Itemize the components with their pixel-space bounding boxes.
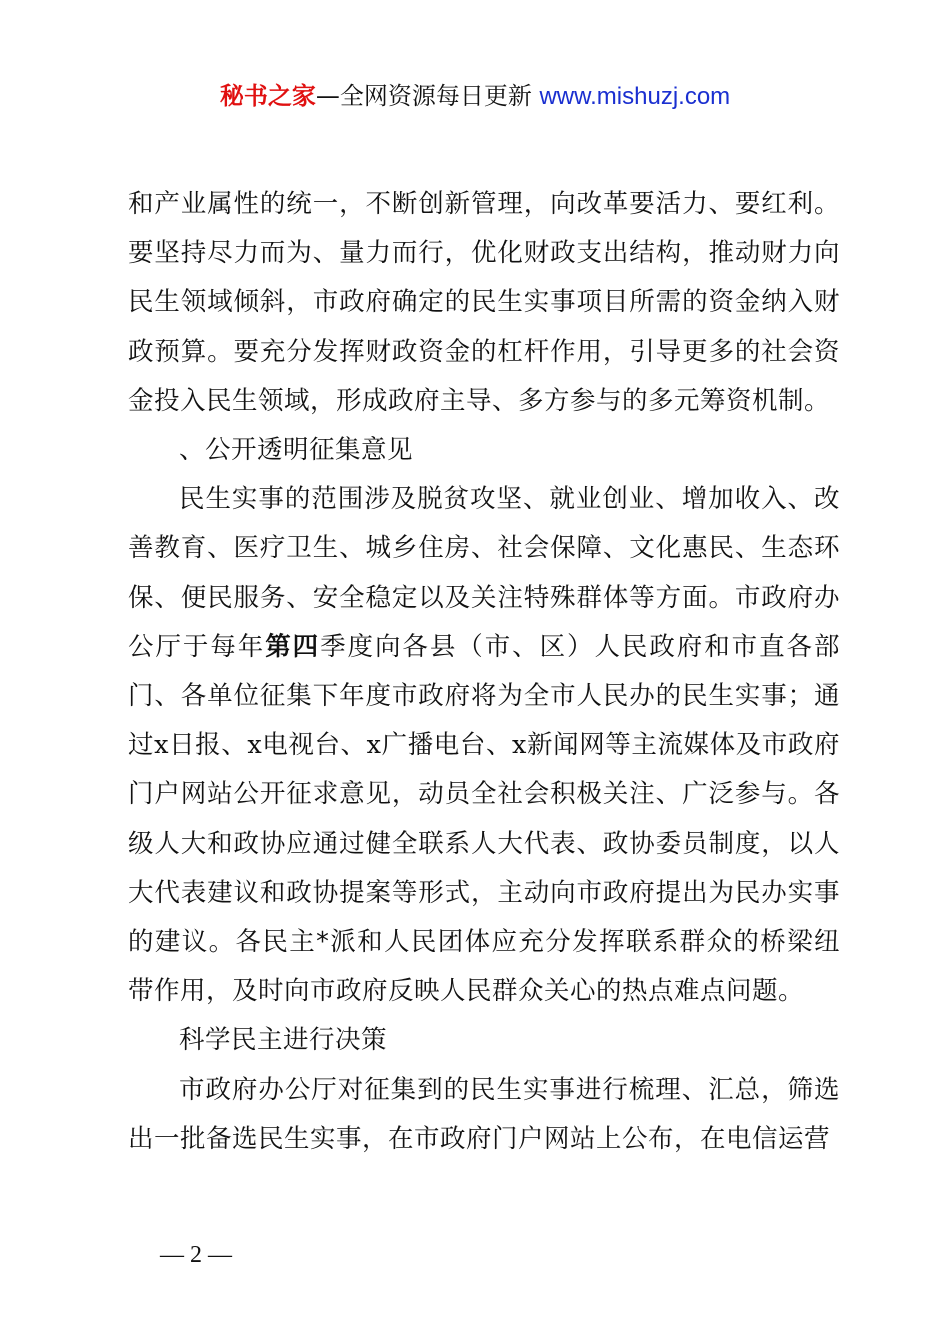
brand-name: 秘书之家 bbox=[219, 82, 316, 110]
paragraph-text: 新闻网等主流媒体及市政府门户网站公开征求意见，动员全社会积极关注、广泛参与。各级人大和政协应通过健全联系人大代表、政协委员制度，以人大代表建议和政协提案等形式，主动向市政府提出为民办实事的建议。各民主*派和人民团体应充分发挥联系群众的桥梁纽带作用，及时向市政府反映人民群众关心的热点难点问题。 bbox=[128, 730, 840, 1007]
site-header bbox=[0, 80, 950, 113]
section-heading-decision: 科学民主进行决策 bbox=[179, 1025, 388, 1056]
header-slogan: —全网资源每日更新 bbox=[315, 82, 540, 110]
paragraph-text: 日报、 bbox=[168, 730, 248, 761]
section-heading-public-consultation: 、公开透明征集意见 bbox=[179, 435, 414, 466]
paragraph-consultation bbox=[128, 475, 840, 1016]
paragraph-text: 季度向各县（市、区）人民政府和市直各部门、各单位征集下年度市政府将为全市人民办的民生实事；通过 bbox=[128, 631, 840, 761]
page-number: — 2 — bbox=[160, 1242, 232, 1268]
placeholder-x: x bbox=[154, 730, 169, 761]
paragraph-decision: 市政府办公厅对征集到的民生实事进行梳理、汇总，筛选出一批备选民生实事，在市政府门户网站上公布，在电信运营 bbox=[128, 1074, 840, 1154]
bold-text-fourth: 第四 bbox=[265, 631, 321, 662]
document-body bbox=[128, 180, 840, 1164]
paragraph-text: 民生实事的范围涉及脱贫攻坚、就业创业、增加收入、改善教育、医疗卫生、城乡住房、社会保障、文化惠民、生态环保、便民服务、安全稳定以及关注特殊群体等方面。市政府办公厅于每年 bbox=[128, 484, 840, 662]
paragraph-text: 广播电台、 bbox=[381, 730, 513, 761]
placeholder-x: x bbox=[366, 730, 382, 761]
paragraph-text: 电视台、 bbox=[262, 730, 367, 761]
paragraph-funding: 和产业属性的统一，不断创新管理，向改革要活力、要红利。要坚持尽力而为、量力而行，优化财政支出结构，推动财力向民生领域倾斜，市政府确定的民生实事项目所需的资金纳入财政预算。要充分发挥财政资金的杠杆作用，引导更多的社会资金投入民生领域，形成政府主导、多方参与的多元筹资机制。 bbox=[128, 189, 840, 416]
site-url-link[interactable]: www.mishuzj.com bbox=[539, 83, 731, 110]
placeholder-x: x bbox=[247, 730, 263, 761]
placeholder-x: x bbox=[512, 730, 527, 761]
